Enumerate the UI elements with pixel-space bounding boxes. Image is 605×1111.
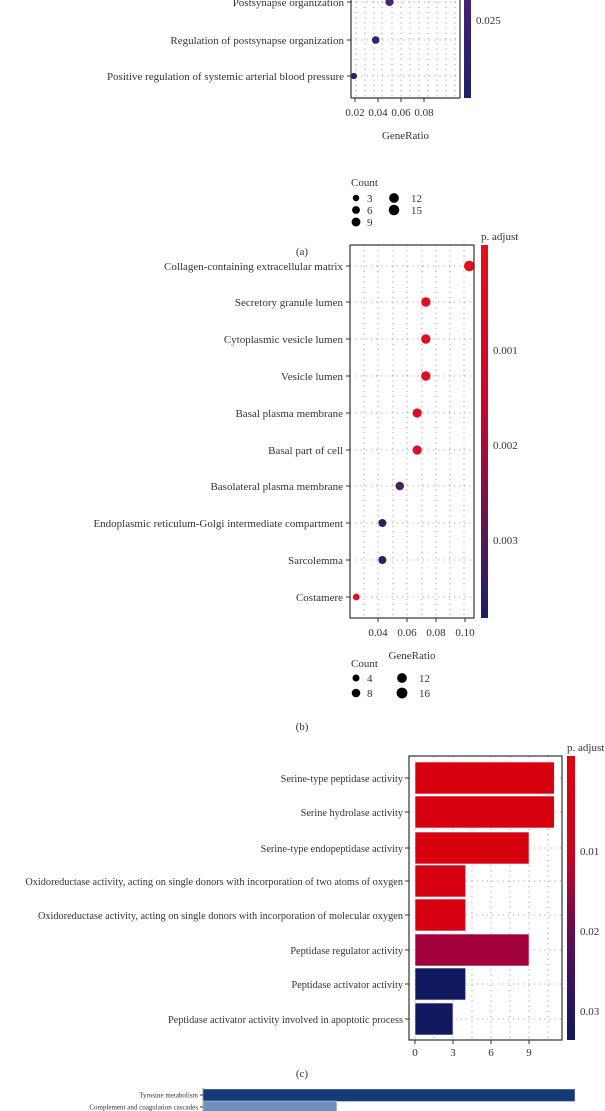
colorbar-tick-label: 0.02 <box>580 926 600 938</box>
size-legend-label: 16 <box>419 688 430 700</box>
x-axis-label: GeneRatio <box>388 650 436 662</box>
data-point <box>413 408 422 417</box>
category-label: Serine-type peptidase activity <box>280 774 403 785</box>
data-point <box>351 73 357 79</box>
category-label: Basal plasma membrane <box>235 408 343 420</box>
colorbar-tick-label: 0.001 <box>493 345 518 357</box>
bar <box>415 899 466 931</box>
x-tick-label: 0.08 <box>426 627 446 639</box>
bar <box>415 934 529 966</box>
data-point <box>464 261 475 272</box>
panel-c <box>405 756 575 1044</box>
category-label: Endoplasmic reticulum-Golgi intermediate compartment <box>93 518 343 530</box>
category-label: Oxidoreductase activity, acting on single donors with incorporation of two atoms of oxygen <box>25 877 403 888</box>
category-label: Oxidoreductase activity, acting on single donors with incorporation of molecular oxygen <box>37 911 403 922</box>
bar <box>203 1089 575 1102</box>
category-label: Collagen-containing extracellular matrix <box>164 261 343 273</box>
x-tick-label: 0.08 <box>414 107 434 119</box>
category-label: Regulation of postsynapse organization <box>170 35 344 47</box>
x-tick-label: 0.10 <box>455 627 475 639</box>
colorbar-tick-label: 0.03 <box>580 1006 600 1018</box>
size-legend-label: 9 <box>367 217 373 229</box>
size-legend-dot <box>397 688 408 699</box>
panel-label: (a) <box>295 246 309 258</box>
size-legend-dot <box>397 673 407 683</box>
bar <box>415 796 554 828</box>
colorbar-tick-label: 0.002 <box>493 440 518 452</box>
data-point <box>353 594 360 601</box>
x-tick-label: 6 <box>488 1047 494 1059</box>
category-label: Serine hydrolase activity <box>300 808 403 819</box>
size-legend-dot <box>389 205 400 216</box>
data-point <box>421 297 430 306</box>
bar <box>415 762 554 794</box>
size-legend-dot <box>353 675 360 682</box>
x-tick-label: 9 <box>526 1047 532 1059</box>
data-point <box>413 445 422 454</box>
colorbar <box>567 756 575 1040</box>
panel-label: (c) <box>295 1068 309 1080</box>
x-tick-label: 0.06 <box>397 627 417 639</box>
colorbar-title: p. adjust <box>481 231 519 243</box>
category-label: Vesicle lumen <box>280 371 343 383</box>
size-legend-label: 8 <box>367 688 373 700</box>
colorbar-tick-label: 0.025 <box>476 15 501 27</box>
data-point <box>421 371 430 380</box>
data-point <box>395 482 404 491</box>
data-point <box>378 556 386 564</box>
category-label: Positive regulation of systemic arterial blood pressure <box>106 71 344 83</box>
data-point <box>421 334 430 343</box>
bar <box>415 832 529 864</box>
category-label: Peptidase activator activity <box>291 980 403 991</box>
bar <box>415 1003 453 1035</box>
size-legend-label: 6 <box>367 205 373 217</box>
colorbar-tick-label: 0.003 <box>493 535 518 547</box>
category-label: Secretory granule lumen <box>234 297 343 309</box>
x-tick-label: 0.04 <box>368 627 388 639</box>
category-label: Basolateral plasma membrane <box>210 481 343 493</box>
size-legend-dot <box>352 218 361 227</box>
x-axis-label: GeneRatio <box>381 130 430 142</box>
category-label: Sarcolemma <box>288 555 343 567</box>
bar <box>203 1101 337 1111</box>
x-tick-label: 3 <box>450 1047 456 1059</box>
panel-label: (b) <box>295 721 309 733</box>
colorbar <box>481 245 488 618</box>
bar <box>415 865 466 897</box>
colorbar-title: p. adjust <box>567 742 605 754</box>
data-point <box>378 519 386 527</box>
colorbar-tick-label: 0.01 <box>580 846 600 858</box>
size-legend-label: 3 <box>367 193 373 205</box>
category-label: Peptidase activator activity involved in apoptotic process <box>167 1015 403 1026</box>
plot-frame <box>350 245 474 618</box>
size-legend-dot <box>353 195 359 201</box>
category-label: Cytoplasmic vesicle lumen <box>223 334 343 346</box>
colorbar <box>464 0 471 98</box>
size-legend-dot <box>352 206 360 214</box>
category-label: Tyrosine metabolism <box>139 1091 198 1100</box>
category-label: Peptidase regulator activity <box>290 946 403 957</box>
category-label: Basal part of cell <box>268 445 343 457</box>
category-label: Costamere <box>295 592 343 604</box>
size-legend-title: Count <box>351 658 378 670</box>
x-tick-label: 0.06 <box>391 107 411 119</box>
size-legend-label: 12 <box>411 193 422 205</box>
size-legend-label: 12 <box>419 673 430 685</box>
category-label: Postsynapse organization <box>232 0 344 9</box>
x-tick-label: 0 <box>412 1047 418 1059</box>
size-legend-label: 4 <box>367 673 373 685</box>
size-legend-title: Count <box>351 177 378 189</box>
x-tick-label: 0.04 <box>368 107 388 119</box>
data-point <box>385 0 393 6</box>
x-tick-label: 0.02 <box>345 107 365 119</box>
category-label: Serine-type endopeptidase activity <box>260 844 403 855</box>
size-legend-label: 15 <box>411 205 422 217</box>
panel-d <box>200 1088 575 1111</box>
bar <box>415 968 466 1000</box>
category-label: Complement and coagulation cascades <box>89 1103 198 1111</box>
size-legend-dot <box>389 193 399 203</box>
data-point <box>372 36 380 44</box>
size-legend-dot <box>352 689 361 698</box>
